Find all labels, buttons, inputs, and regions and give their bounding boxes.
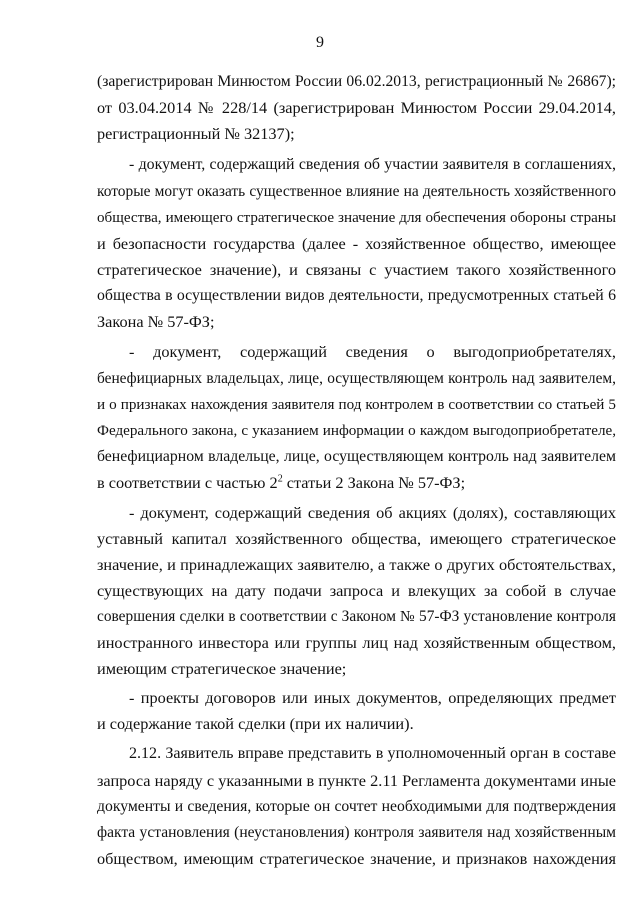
text-line-content: бенефициарных владельцах, лице, осуществляющем контроль над заявителем, <box>97 370 616 387</box>
text-line-content: - документ, содержащий сведения об акциях (долях), составляющих <box>129 503 616 522</box>
text-line-content: факта установления (неустановления) контроля заявителя над хозяйственным <box>97 824 616 841</box>
text-line <box>97 823 616 843</box>
text-line-content: совершения сделки в соответствии с Законом № 57-ФЗ установление контроля <box>97 608 616 625</box>
text-line <box>97 208 616 228</box>
text-line <box>97 849 616 869</box>
text-line <box>97 771 616 791</box>
text-line <box>97 633 616 653</box>
text-line-content: - документ, содержащий сведения о выгодоприобретателях, <box>129 342 616 361</box>
text-line <box>97 714 616 734</box>
text-line-content: Федерального закона, с указанием информации о каждом выгодоприобретателе, <box>97 423 616 439</box>
text-line-content: имеющим стратегическое значение; <box>97 659 347 678</box>
text-line-content: и безопасности государства (далее - хозяйственное общество, имеющее <box>97 234 616 253</box>
text-line <box>97 182 616 202</box>
text-line <box>97 369 616 389</box>
text-line-content: и о признаках нахождения заявителя под контролем в соответствии со статьей 5 <box>97 397 616 413</box>
text-line <box>97 234 616 254</box>
text-line <box>129 688 616 708</box>
text-line-content: 2.12. Заявитель вправе представить в уполномоченный орган в составе <box>129 745 616 762</box>
text-line <box>129 744 616 764</box>
text-line-content: которые могут оказать существенное влияние на деятельность хозяйственного <box>97 183 616 200</box>
text-line-content: запроса наряду с указанными в пункте 2.11 Регламента документами иные <box>97 771 616 790</box>
text-line <box>97 555 616 575</box>
text-line-content: уставный капитал хозяйственного общества, имеющего стратегическое <box>97 529 616 548</box>
text-line <box>97 260 616 280</box>
text-line <box>97 395 616 415</box>
text-line <box>97 529 616 549</box>
text-line <box>97 286 616 306</box>
text-line <box>97 607 616 627</box>
text-line-content: стратегическое значение), и связаны с участием такого хозяйственного <box>97 260 616 279</box>
text-line-content: иностранного инвестора или группы лиц над хозяйственным обществом, <box>97 633 616 652</box>
text-line <box>97 473 616 493</box>
text-line-content: Закона № 57-ФЗ; <box>97 312 215 331</box>
text-line <box>97 797 616 817</box>
text-line <box>97 421 616 441</box>
text-line-content: от 03.04.2014 № 228/14 (зарегистрирован Минюстом России 29.04.2014, <box>97 98 616 117</box>
text-line <box>97 98 616 118</box>
text-line-content: существующих на дату подачи запроса и влекущих за собой в случае <box>97 581 616 600</box>
text-line-content: бенефициарном владельце, лице, осуществляющем контроль над заявителем <box>97 448 616 465</box>
text-line-content: общества, имеющего стратегическое значение для обеспечения обороны страны <box>97 210 616 226</box>
text-line-content: - документ, содержащий сведения об участии заявителя в соглашениях, <box>129 156 616 173</box>
text-line <box>97 124 616 144</box>
text-line-content: в соответствии с частью 2 <box>97 473 278 492</box>
text-line <box>97 312 616 332</box>
text-line-content: обществом, имеющим стратегическое значение, и признаков нахождения <box>97 849 616 868</box>
text-line-content: регистрационный № 32137); <box>97 124 295 143</box>
text-line <box>97 447 616 467</box>
text-line-tail: статьи 2 Закона № 57-ФЗ; <box>282 473 466 492</box>
text-line <box>129 155 616 175</box>
page-number: 9 <box>316 34 324 51</box>
superscript: 2 <box>277 473 283 485</box>
text-line-content: документы и сведения, которые он сочтет необходимыми для подтверждения <box>97 798 616 815</box>
text-line-content: (зарегистрирован Минюстом России 06.02.2013, регистрационный № 26867); <box>97 73 616 90</box>
text-line-content: - проекты договоров или иных документов, определяющих предмет <box>129 688 616 707</box>
text-line <box>97 659 616 679</box>
text-line-content: и содержание такой сделки (при их наличии). <box>97 714 414 733</box>
text-line-content: общества в осуществлении видов деятельности, предусмотренных статьей 6 <box>97 287 616 304</box>
text-line <box>129 342 616 362</box>
text-line <box>129 503 616 523</box>
text-line <box>97 72 616 92</box>
text-line-content: значение, и принадлежащих заявителю, а также о других обстоятельствах, <box>97 555 616 574</box>
text-line <box>97 581 616 601</box>
